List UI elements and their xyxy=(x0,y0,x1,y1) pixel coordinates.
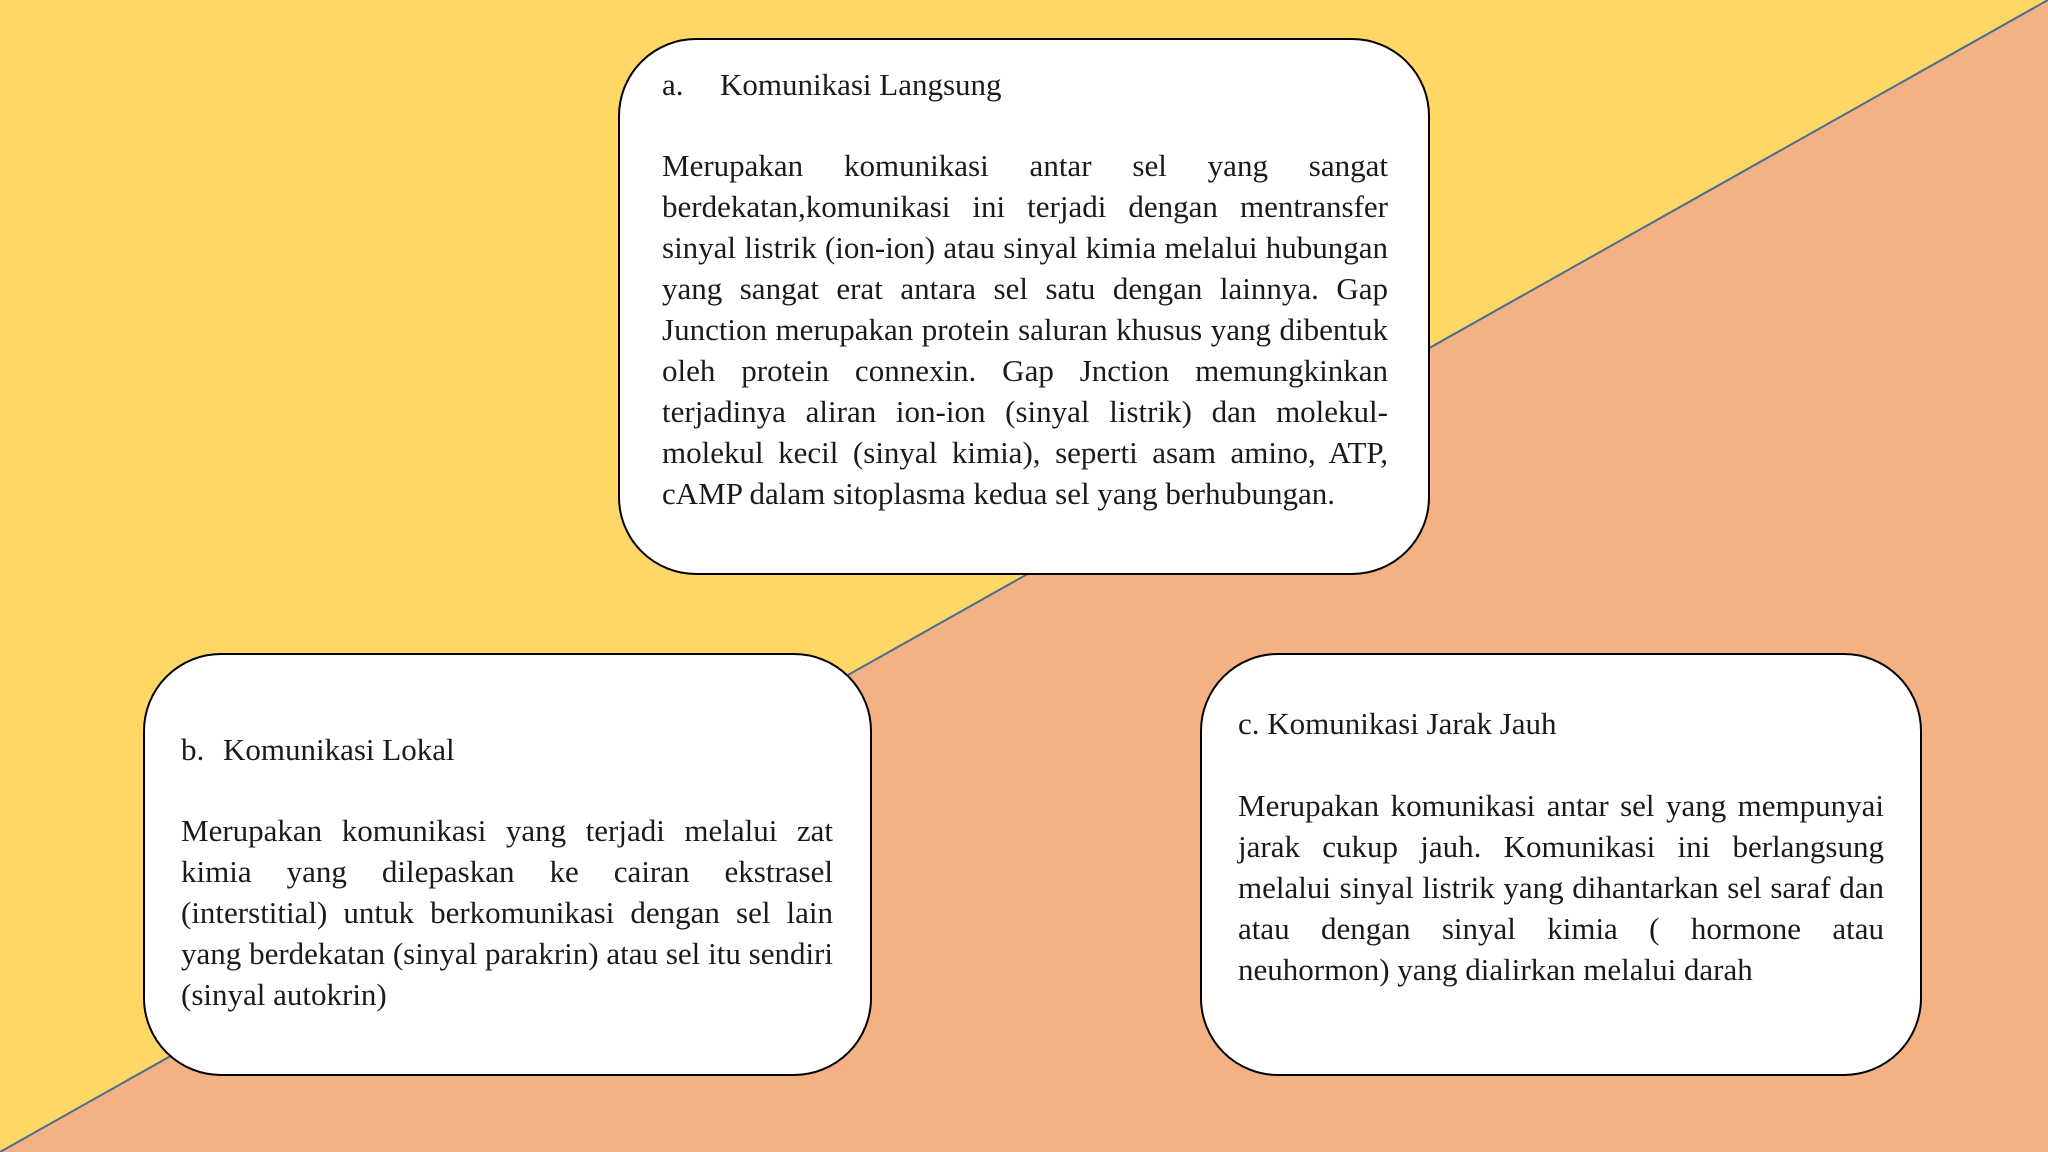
card-a-title: Komunikasi Langsung xyxy=(720,67,1002,102)
card-b-marker: b. xyxy=(181,732,205,767)
card-komunikasi-jarak-jauh xyxy=(1200,653,1922,1076)
card-komunikasi-lokal xyxy=(143,653,872,1076)
card-a-body: Merupakan komunikasi antar sel yang sangat berdekatan,komunikasi ini terjadi dengan mentransfer sinyal listrik (ion-ion) atau sinyal kimia melalui hubungan yang sangat erat antara sel satu dengan lainnya. Gap Junction merupakan protein saluran khusus yang dibentuk oleh protein connexin. Gap Jnction memungkinkan terjadinya aliran ion-ion (sinyal listrik) dan molekul-molekul kecil (sinyal kimia), seperti asam amino, ATP, cAMP dalam sitoplasma kedua sel yang berhubungan. xyxy=(662,148,1388,511)
card-c-title: c. Komunikasi Jarak Jauh xyxy=(1238,706,1557,741)
card-b-heading xyxy=(181,729,833,770)
card-a-marker: a. xyxy=(662,67,684,102)
card-b-body: Merupakan komunikasi yang terjadi melalui zat kimia yang dilepaskan ke cairan ekstrasel (interstitial) untuk berkomunikasi dengan sel lain yang berdekatan (sinyal parakrin) atau sel itu sendiri (sinyal autokrin) xyxy=(181,813,833,1012)
card-komunikasi-langsung xyxy=(618,38,1430,575)
card-c-body: Merupakan komunikasi antar sel yang mempunyai jarak cukup jauh. Komunikasi ini berlangsung melalui sinyal listrik yang dihantarkan sel saraf dan atau dengan sinyal kimia ( hormone atau neuhormon) yang dialirkan melalui darah xyxy=(1238,788,1884,987)
card-b-title: Komunikasi Lokal xyxy=(223,732,455,767)
card-a-heading xyxy=(662,64,1388,105)
